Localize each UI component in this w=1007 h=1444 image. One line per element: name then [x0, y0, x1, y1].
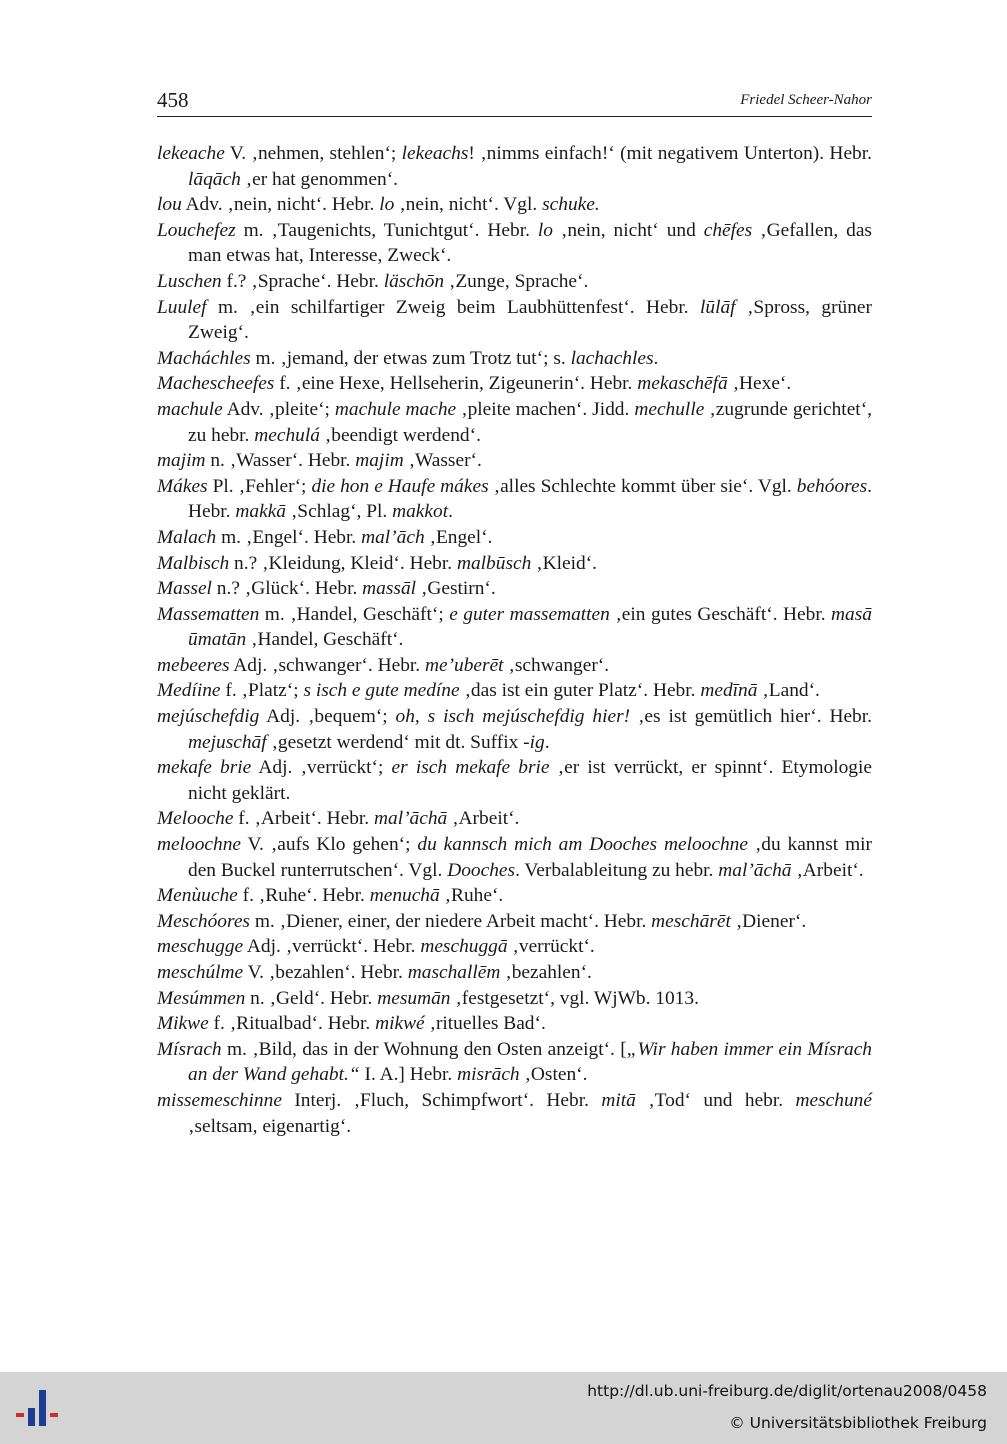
glossary-entry — [157, 346, 872, 372]
glossary-entry — [157, 371, 872, 397]
entry-text: Adj. ‚schwanger‘. Hebr. — [229, 654, 425, 676]
italic-term: machule mache — [334, 398, 457, 420]
italic-term: oh, s isch mejúschefdig hier! — [395, 706, 631, 728]
entry-text: Adj. ‚bequem‘; — [259, 706, 396, 728]
italic-term: meloochne — [157, 834, 241, 856]
italic-term: malbūsch — [456, 552, 532, 574]
entry-text: m. ‚Engel‘. Hebr. — [216, 526, 362, 548]
entry-text: n. ‚Wasser‘. Hebr. — [205, 450, 356, 472]
glossary-entry — [157, 909, 872, 935]
italic-term: mal’āchā — [374, 808, 448, 830]
italic-term: chēfes — [703, 219, 753, 241]
glossary-entry — [157, 986, 872, 1012]
entry-text: m. ‚Bild, das in der Wohnung den Osten anzeigt‘. [ — [221, 1038, 627, 1060]
entry-text: ‚schwanger‘. — [503, 654, 610, 676]
entry-text: Pl. ‚Fehler‘; — [207, 475, 312, 497]
entry-text: ‚Wasser‘. — [403, 450, 482, 472]
copyright-notice: © Universitätsbibliothek Freiburg — [729, 1414, 987, 1432]
glossary-entry — [157, 806, 872, 832]
entry-text: . Hebr. — [188, 475, 872, 523]
italic-term: Louchefez — [157, 219, 236, 241]
italic-term: mebeeres — [157, 654, 230, 676]
italic-term: Mísrach — [157, 1038, 222, 1060]
entry-text: ! ‚nimms einfach!‘ (mit negativem Unterton). Hebr. — [468, 143, 872, 164]
entry-text: ‚alles Schlechte kommt über sie‘. Vgl. — [488, 475, 797, 497]
entry-text: m. ‚Handel, Geschäft‘; — [259, 603, 450, 625]
entry-text: ‚verrückt‘. — [507, 936, 595, 958]
glossary-entry — [157, 602, 872, 653]
italic-term: Mákes — [157, 475, 208, 497]
glossary-entry — [157, 295, 872, 346]
italic-term: meschuggā — [420, 936, 508, 958]
italic-term: „Wir haben immer ein Mísrach an der Wand gehabt.“ — [188, 1038, 873, 1086]
italic-term: mekafe brie — [157, 757, 252, 779]
italic-term: mechulle — [634, 398, 705, 420]
library-logo-icon — [14, 1382, 64, 1434]
entry-text: ‚Spross, grüner Zweig‘. — [188, 296, 872, 344]
glossary-entry — [157, 883, 872, 909]
italic-term: me’uberēt — [424, 654, 504, 676]
italic-term: mikwé — [375, 1013, 425, 1035]
entry-text: ‚es ist gemütlich hier‘. Hebr. — [630, 706, 872, 728]
entry-text: ‚pleite machen‘. Jidd. — [456, 398, 635, 420]
italic-term: Melooche — [157, 808, 234, 830]
italic-term: Machescheefes — [157, 373, 275, 395]
italic-term: massāl — [362, 578, 417, 600]
entry-text: V. ‚nehmen, stehlen‘; — [224, 143, 402, 164]
glossary-entry — [157, 1088, 872, 1139]
italic-term: missemeschinne — [157, 1089, 282, 1111]
entry-text: f.? ‚Sprache‘. Hebr. — [221, 270, 384, 292]
italic-term: behóores — [796, 475, 868, 497]
entry-text: ‚Tod‘ und hebr. — [635, 1089, 796, 1111]
entry-text: ‚seltsam, eigenartig‘. — [188, 1115, 352, 1137]
italic-term: er isch mekafe brie — [391, 757, 550, 779]
italic-term: mejuschāf — [188, 731, 267, 753]
italic-term: meschuné — [795, 1089, 872, 1111]
italic-term: menuchā — [369, 885, 440, 907]
entry-text: V. ‚bezahlen‘. Hebr. — [243, 962, 408, 983]
entry-text: ‚zugrunde gerichtet‘, zu hebr. — [188, 398, 872, 446]
entry-text: Adj. ‚verrückt‘. Hebr. — [243, 936, 421, 958]
glossary-entry — [157, 704, 872, 755]
italic-term: -ig — [523, 731, 545, 753]
entry-text: ‚Engel‘. — [424, 526, 493, 548]
entry-text: ‚bezahlen‘. — [500, 962, 592, 983]
entry-text: . Verbalableitung zu hebr. — [515, 859, 719, 881]
italic-term: mal’āch — [361, 526, 425, 548]
entry-text: n. ‚Geld‘. Hebr. — [245, 987, 378, 1009]
italic-term: e guter massematten — [449, 603, 610, 625]
entry-text: . — [448, 501, 453, 523]
italic-term: mitā — [601, 1089, 636, 1111]
italic-term: Massematten — [157, 603, 260, 625]
entry-text: m. ‚ein schilfartiger Zweig beim Laubhüttenfest‘. Hebr. — [206, 296, 700, 318]
entry-text: V. ‚aufs Klo gehen‘; — [241, 834, 418, 856]
entry-text: . — [544, 731, 550, 753]
glossary-entry — [157, 141, 872, 192]
entry-text: ‚beendigt werdend‘. — [319, 424, 481, 446]
entry-text: Adj. ‚verrückt‘; — [251, 757, 392, 779]
italic-term: Luulef — [157, 296, 207, 318]
italic-term: machule — [157, 398, 223, 420]
italic-term: lekeache — [157, 143, 225, 164]
entry-text: f. ‚Ritualbad‘. Hebr. — [208, 1013, 376, 1035]
italic-term: Meschóores — [157, 910, 250, 932]
glossary-entry — [157, 397, 872, 448]
source-url-link[interactable]: http://dl.ub.uni-freiburg.de/diglit/ortenau2008/0458 — [587, 1382, 987, 1400]
italic-term: masā ūmatān — [188, 603, 872, 651]
entry-text: I. A.] Hebr. — [359, 1064, 458, 1086]
italic-term: Malbisch — [157, 552, 230, 574]
entry-text: ‚Handel, Geschäft‘. — [246, 629, 404, 651]
entry-text: ‚Arbeit‘. — [791, 859, 864, 881]
italic-term: makkā — [235, 501, 286, 523]
glossary-entry — [157, 269, 872, 295]
italic-term: mejúschefdig — [157, 706, 260, 728]
glossary-entry — [157, 192, 872, 218]
glossary-entry — [157, 576, 872, 602]
entry-text: ‚Zunge, Sprache‘. — [444, 270, 589, 292]
italic-term: meschārēt — [651, 910, 731, 932]
glossary-entry — [157, 755, 872, 806]
entry-text: f. ‚Arbeit‘. Hebr. — [233, 808, 374, 830]
italic-term: s isch e gute medíne — [303, 680, 460, 702]
italic-term: lo — [537, 219, 553, 241]
italic-term: die hon e Haufe mákes — [311, 475, 489, 497]
italic-term: makkot — [392, 501, 449, 523]
italic-term: meschúlme — [157, 962, 244, 983]
entry-text: ‚ein gutes Geschäft‘. Hebr. — [609, 603, 832, 625]
italic-term: Medíine — [157, 680, 221, 702]
italic-term: schuke. — [542, 194, 600, 216]
entry-text: ‚Ruhe‘. — [439, 885, 504, 907]
entry-text: m. ‚Taugenichts, Tunichtgut‘. Hebr. — [235, 219, 538, 241]
italic-term: maschallēm — [407, 962, 501, 983]
page-number: 458 — [157, 88, 189, 112]
entry-text: m. ‚Diener, einer, der niedere Arbeit macht‘. Hebr. — [249, 910, 652, 932]
entry-text: ‚Kleid‘. — [531, 552, 597, 574]
entry-text: ‚nein, nicht‘ und — [552, 219, 704, 241]
italic-term: mekaschēfā — [637, 373, 728, 395]
glossary-entry — [157, 960, 872, 986]
glossary-entry — [157, 448, 872, 474]
italic-term: Macháchles — [157, 347, 251, 369]
italic-term: lāqāch — [188, 168, 241, 190]
italic-term: Malach — [157, 526, 217, 548]
italic-term: mesumān — [377, 987, 451, 1009]
entry-text: . — [653, 347, 659, 369]
entry-text: ‚das ist ein guter Platz‘. Hebr. — [459, 680, 701, 702]
glossary-entry — [157, 525, 872, 551]
entry-text: Interj. ‚Fluch, Schimpfwort‘. Hebr. — [281, 1089, 602, 1111]
entry-text: ‚Schlag‘, Pl. — [286, 501, 393, 523]
entry-text: ‚nein, nicht‘. Vgl. — [394, 194, 543, 216]
entry-text: ‚Arbeit‘. — [447, 808, 520, 830]
entry-text: n.? ‚Kleidung, Kleid‘. Hebr. — [229, 552, 457, 574]
italic-term: Mikwe — [157, 1013, 209, 1035]
italic-term: du kannsch mich am Dooches meloochne — [417, 834, 748, 856]
italic-term: misrāch — [457, 1064, 520, 1086]
italic-term: läschōn — [383, 270, 445, 292]
italic-term: Menùuche — [157, 885, 238, 907]
entry-text: ‚Hexe‘. — [727, 373, 792, 395]
entry-text: m. ‚jemand, der etwas zum Trotz tut‘; s. — [250, 347, 571, 369]
glossary-entry — [157, 678, 872, 704]
glossary-entry — [157, 1011, 872, 1037]
entry-text: ‚gesetzt werdend‘ mit dt. Suffix — [266, 731, 524, 753]
running-head: Friedel Scheer-Nahor — [740, 92, 872, 108]
italic-term: lūlāf — [699, 296, 736, 318]
entry-text: ‚Land‘. — [757, 680, 820, 702]
italic-term: lou — [157, 194, 182, 216]
entry-text: f. ‚Ruhe‘. Hebr. — [237, 885, 370, 907]
italic-term: Mesúmmen — [157, 987, 246, 1009]
page-header — [157, 88, 872, 117]
glossary-entry — [157, 1037, 872, 1088]
entry-text: Adv. ‚pleite‘; — [222, 398, 335, 420]
italic-term: meschugge — [157, 936, 244, 958]
italic-term: lachachles — [570, 347, 654, 369]
footer-bar — [0, 1372, 1007, 1444]
italic-term: majim — [355, 450, 404, 472]
glossary-entry — [157, 934, 872, 960]
italic-term: mal’āchā — [718, 859, 792, 881]
entry-text: ‚Gefallen, das man etwas hat, Interesse, Zweck‘. — [188, 219, 872, 267]
italic-term: Luschen — [157, 270, 222, 292]
entry-text: Adv. ‚nein, nicht‘. Hebr. — [181, 194, 380, 216]
italic-term: Dooches — [447, 859, 516, 881]
entry-text: ‚er ist verrückt, er spinnt‘. Etymologie nicht geklärt. — [188, 757, 872, 804]
italic-term: medīnā — [700, 680, 758, 702]
glossary-entry — [157, 218, 872, 269]
italic-term: lekeachs — [401, 143, 469, 164]
glossary-entry — [157, 474, 872, 525]
entry-text: ‚festgesetzt‘, vgl. WjWb. 1013. — [450, 987, 699, 1009]
italic-term: lo — [379, 194, 395, 216]
entry-text: f. ‚eine Hexe, Hellseherin, Zigeunerin‘. Hebr. — [274, 373, 638, 395]
italic-term: majim — [157, 450, 206, 472]
glossary-entry — [157, 653, 872, 679]
entry-text: ‚rituelles Bad‘. — [424, 1013, 546, 1035]
entry-text: f. ‚Platz‘; — [220, 680, 304, 702]
entry-text: n.? ‚Glück‘. Hebr. — [211, 578, 363, 600]
entry-text: ‚Osten‘. — [519, 1064, 588, 1086]
italic-term: mechulá — [254, 424, 320, 446]
entry-text: ‚Diener‘. — [730, 910, 807, 932]
glossary-entry — [157, 832, 872, 883]
entry-text: ‚du kannst mir den Buckel runterrutschen‘. Vgl. — [188, 834, 872, 881]
glossary-entries — [157, 141, 872, 1139]
italic-term: Massel — [157, 578, 212, 600]
glossary-entry — [157, 551, 872, 577]
entry-text: ‚Gestirn‘. — [416, 578, 496, 600]
entry-text: ‚er hat genommen‘. — [240, 168, 398, 190]
